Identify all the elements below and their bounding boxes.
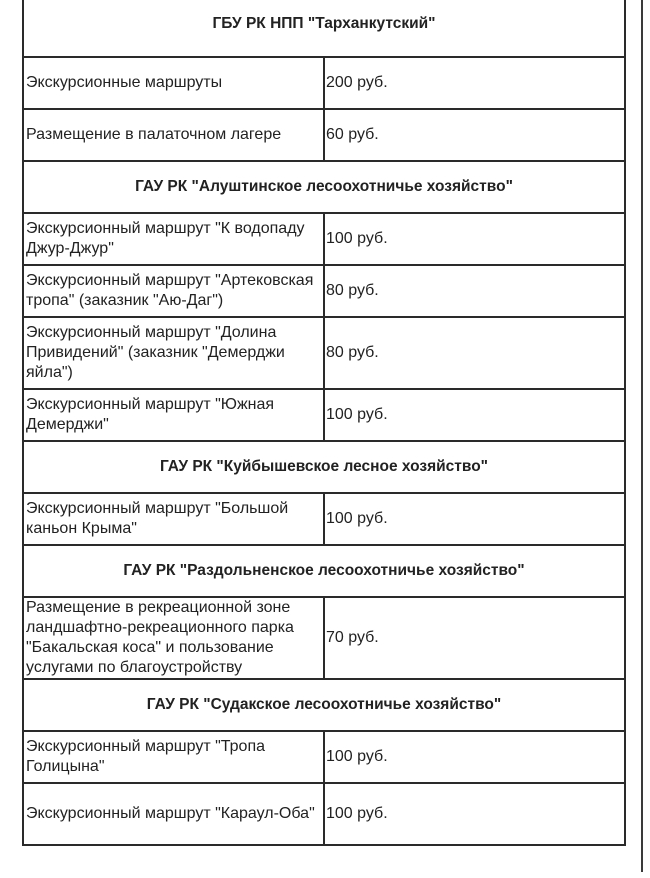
- service-name: Экскурсионный маршрут "К водопаду Джур-Джур": [23, 213, 324, 265]
- section-title: ГАУ РК "Судакское лесоохотничье хозяйство": [23, 679, 625, 731]
- table-row: [23, 317, 625, 389]
- table-row: [23, 493, 625, 545]
- service-price: 80 руб.: [324, 265, 625, 317]
- table-row: [23, 389, 625, 441]
- table-row: [23, 783, 625, 845]
- service-name: Экскурсионный маршрут "Артековская тропа" (заказник "Аю-Даг"): [23, 265, 324, 317]
- service-name: Экскурсионный маршрут "Южная Демерджи": [23, 389, 324, 441]
- service-price: 70 руб.: [324, 597, 625, 679]
- table-row: [23, 57, 625, 109]
- service-price: 80 руб.: [324, 317, 625, 389]
- service-name: Экскурсионный маршрут "Большой каньон Крыма": [23, 493, 324, 545]
- service-name: Размещение в рекреационной зоне ландшафтно-рекреационного парка "Бакальская коса" и пользование услугами по благоустройству: [23, 597, 324, 679]
- table-row: [23, 731, 625, 783]
- price-table: [22, 0, 626, 846]
- table-row: [23, 109, 625, 161]
- service-name: Экскурсионный маршрут "Долина Привидений" (заказник "Демерджи яйла"): [23, 317, 324, 389]
- section-header-row: [23, 0, 625, 57]
- service-price: 100 руб.: [324, 783, 625, 845]
- service-price: 100 руб.: [324, 493, 625, 545]
- table-row: [23, 265, 625, 317]
- table-row: [23, 597, 625, 679]
- service-price: 100 руб.: [324, 213, 625, 265]
- section-header-row: [23, 545, 625, 597]
- right-edge-line: [641, 0, 643, 872]
- service-price: 200 руб.: [324, 57, 625, 109]
- table-row: [23, 213, 625, 265]
- section-header-row: [23, 679, 625, 731]
- section-title: ГБУ РК НПП "Тарханкутский": [23, 0, 625, 57]
- section-header-row: [23, 161, 625, 213]
- service-name: Экскурсионный маршрут "Караул-Оба": [23, 783, 324, 845]
- service-price: 60 руб.: [324, 109, 625, 161]
- service-name: Экскурсионные маршруты: [23, 57, 324, 109]
- service-price: 100 руб.: [324, 389, 625, 441]
- section-title: ГАУ РК "Куйбышевское лесное хозяйство": [23, 441, 625, 493]
- service-name: Размещение в палаточном лагере: [23, 109, 324, 161]
- section-header-row: [23, 441, 625, 493]
- section-title: ГАУ РК "Раздольненское лесоохотничье хозяйство": [23, 545, 625, 597]
- service-name: Экскурсионный маршрут "Тропа Голицына": [23, 731, 324, 783]
- service-price: 100 руб.: [324, 731, 625, 783]
- section-title: ГАУ РК "Алуштинское лесоохотничье хозяйство": [23, 161, 625, 213]
